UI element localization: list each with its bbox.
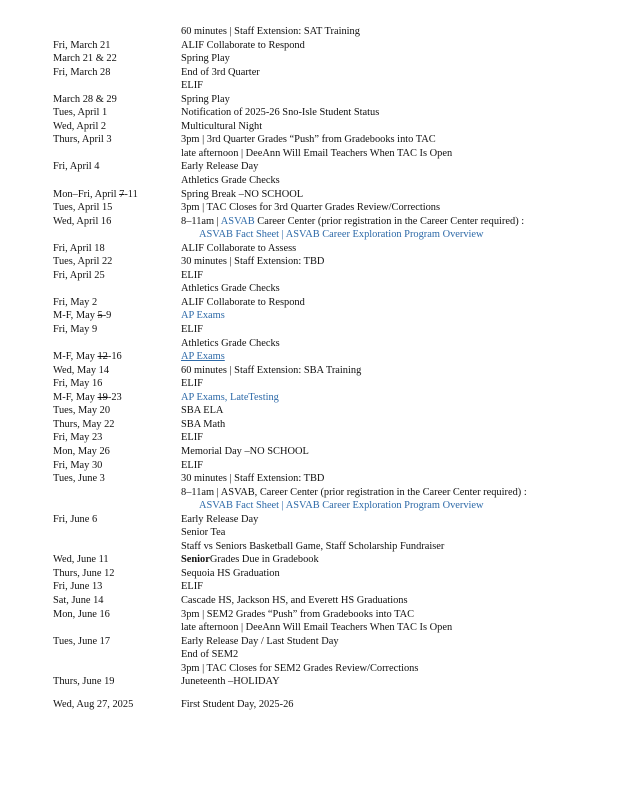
event-description xyxy=(181,174,280,188)
event-description xyxy=(181,567,280,581)
event-description xyxy=(181,133,436,147)
event-date xyxy=(53,350,122,364)
event-description xyxy=(181,445,309,459)
text-segment: Wed, June 11 xyxy=(53,554,109,566)
calendar-row xyxy=(0,39,618,53)
event-date xyxy=(53,675,114,689)
event-date xyxy=(53,188,138,202)
calendar-row xyxy=(0,228,618,242)
event-description xyxy=(181,431,203,445)
text-segment: late afternoon | DeeAnn Will Email Teachers When TAC Is Open xyxy=(181,147,453,159)
calendar-row xyxy=(0,445,618,459)
text-segment: Mon, May 26 xyxy=(53,445,110,457)
text-segment: Athletics Grade Checks xyxy=(181,283,280,295)
text-segment: March 28 & 29 xyxy=(53,93,117,105)
text-segment: Cascade HS, Jackson HS, and Everett HS Graduations xyxy=(181,594,408,606)
text-segment: Senior xyxy=(181,554,210,566)
text-segment: Sat, June 14 xyxy=(53,594,104,606)
text-segment: Spring Play xyxy=(181,53,230,65)
text-segment: First Student Day, 2025-26 xyxy=(181,698,294,710)
calendar-row xyxy=(0,526,618,540)
event-description xyxy=(181,662,418,676)
event-date xyxy=(53,553,109,567)
calendar-row xyxy=(0,472,618,486)
text-segment: Fri, May 30 xyxy=(53,459,103,471)
text-segment: -9 xyxy=(102,310,112,322)
event-description xyxy=(181,106,379,120)
link-text[interactable]: AP Exams, LateTesting xyxy=(181,391,279,403)
event-date xyxy=(53,580,102,594)
event-date xyxy=(53,391,122,405)
calendar-row xyxy=(0,106,618,120)
text-segment: 30 minutes | Staff Extension: TBD xyxy=(181,473,325,485)
text-segment: ELIF xyxy=(181,324,203,336)
event-description xyxy=(181,364,361,378)
event-date xyxy=(53,296,97,310)
event-date xyxy=(53,242,105,256)
event-description xyxy=(181,309,225,323)
link-text[interactable]: | xyxy=(279,500,286,512)
text-segment: ELIF xyxy=(181,432,203,444)
calendar-row xyxy=(0,594,618,608)
text-segment: Fri, April 18 xyxy=(53,242,105,254)
calendar-row xyxy=(0,621,618,635)
text-segment: Notification of 2025-26 Sno-Isle Student Status xyxy=(181,107,380,119)
calendar-row xyxy=(0,160,618,174)
event-description xyxy=(181,160,258,174)
text-segment: SBA ELA xyxy=(181,405,224,417)
struck-text: 19 xyxy=(97,391,108,403)
text-segment: Thurs, June 12 xyxy=(53,567,115,579)
event-description xyxy=(181,282,280,296)
event-date xyxy=(53,472,105,486)
text-segment: ALIF Collaborate to Respond xyxy=(181,39,305,51)
text-segment: M-F, May xyxy=(53,351,98,363)
calendar-row xyxy=(0,201,618,215)
calendar-row xyxy=(0,635,618,649)
calendar-row xyxy=(0,52,618,66)
event-date xyxy=(53,364,109,378)
calendar-row xyxy=(0,404,618,418)
event-description xyxy=(181,648,238,662)
event-description xyxy=(181,79,203,93)
text-segment: Tues, April 1 xyxy=(53,107,108,119)
event-date xyxy=(53,404,110,418)
text-segment: Fri, March 21 xyxy=(53,39,111,51)
event-description xyxy=(181,635,339,649)
calendar-row xyxy=(0,242,618,256)
event-description xyxy=(181,404,223,418)
event-date xyxy=(53,431,102,445)
event-description xyxy=(181,323,203,337)
text-segment: Sequoia HS Graduation xyxy=(181,567,280,579)
event-date xyxy=(53,594,104,608)
link-text[interactable]: AP Exams xyxy=(181,351,225,363)
event-date xyxy=(53,567,114,581)
event-description xyxy=(181,553,319,567)
text-segment: 3pm | TAC Closes for SEM2 Grades Review/Corrections xyxy=(181,662,419,674)
calendar-row xyxy=(0,540,618,554)
calendar-row xyxy=(0,391,618,405)
calendar-row xyxy=(0,337,618,351)
event-description xyxy=(181,39,305,53)
calendar-row xyxy=(0,662,618,676)
event-date xyxy=(53,418,114,432)
event-description xyxy=(181,580,203,594)
text-segment: Fri, May 9 xyxy=(53,324,98,336)
event-date xyxy=(53,215,111,229)
text-segment: Fri, June 13 xyxy=(53,581,103,593)
event-description xyxy=(199,499,484,513)
event-date xyxy=(53,133,112,147)
event-description xyxy=(181,147,452,161)
event-date xyxy=(53,269,105,283)
event-description xyxy=(181,242,296,256)
event-description xyxy=(181,377,203,391)
event-date xyxy=(53,513,97,527)
text-segment: Athletics Grade Checks xyxy=(181,337,280,349)
calendar-row xyxy=(0,377,618,391)
event-description xyxy=(181,608,414,622)
text-segment: ELIF xyxy=(181,269,203,281)
event-description xyxy=(181,594,408,608)
event-date xyxy=(53,52,117,66)
event-date xyxy=(53,445,110,459)
event-description xyxy=(181,391,279,405)
text-segment: Career Center (prior registration in the Career Center required) : xyxy=(254,215,525,227)
event-date xyxy=(53,608,110,622)
event-description xyxy=(181,513,258,527)
text-segment: Fri, April 4 xyxy=(53,161,100,173)
text-segment: ELIF xyxy=(181,378,203,390)
event-description xyxy=(181,418,225,432)
calendar-row xyxy=(0,499,618,513)
event-date xyxy=(53,459,102,473)
text-segment: Fri, March 28 xyxy=(53,66,111,78)
calendar-row xyxy=(0,296,618,310)
event-description xyxy=(181,66,260,80)
event-date xyxy=(53,255,112,269)
text-segment: 60 minutes | Staff Extension: SBA Training xyxy=(181,364,362,376)
text-segment: Staff vs Seniors Basketball Game, Staff Scholarship Fundraiser xyxy=(181,540,445,552)
link-text[interactable]: ASVAB Career Exploration Program Overview xyxy=(285,229,484,241)
calendar-row xyxy=(0,459,618,473)
calendar-row xyxy=(0,25,618,39)
text-segment: Fri, April 25 xyxy=(53,269,105,281)
event-description xyxy=(181,675,280,689)
event-description xyxy=(181,472,324,486)
event-description xyxy=(181,120,262,134)
text-segment: ELIF xyxy=(181,581,203,593)
text-segment: Tues, June 17 xyxy=(53,635,111,647)
calendar-row xyxy=(0,364,618,378)
text-segment: M-F, May xyxy=(53,391,98,403)
text-segment: Early Release Day xyxy=(181,161,259,173)
calendar-row xyxy=(0,350,618,364)
event-description xyxy=(181,269,203,283)
text-segment: March 21 & 22 xyxy=(53,53,117,65)
calendar-row xyxy=(0,648,618,662)
calendar-row xyxy=(0,66,618,80)
text-segment: Thurs, May 22 xyxy=(53,418,115,430)
text-segment: Athletics Grade Checks xyxy=(181,175,280,187)
event-date xyxy=(53,120,106,134)
text-segment: 60 minutes | Staff Extension: SAT Training xyxy=(181,26,360,37)
text-segment: SBA Math xyxy=(181,418,226,430)
text-segment: Early Release Day / Last Student Day xyxy=(181,635,339,647)
text-segment: Wed, April 2 xyxy=(53,120,107,132)
text-segment: Early Release Day xyxy=(181,513,259,525)
text-segment: -11 xyxy=(124,188,138,200)
calendar-row xyxy=(0,188,618,202)
text-segment: ALIF Collaborate to Assess xyxy=(181,242,297,254)
text-segment: Mon, June 16 xyxy=(53,608,110,620)
event-description xyxy=(181,201,440,215)
text-segment: Juneteenth –HOLIDAY xyxy=(181,676,280,688)
text-segment: -16 xyxy=(107,351,122,363)
event-description xyxy=(181,255,324,269)
text-segment: End of 3rd Quarter xyxy=(181,66,260,78)
calendar-row xyxy=(0,215,618,229)
text-segment: -23 xyxy=(107,391,122,403)
text-segment: Fri, May 2 xyxy=(53,296,98,308)
text-segment: Memorial Day –NO SCHOOL xyxy=(181,445,309,457)
struck-text: 7 xyxy=(119,188,125,200)
text-segment: 8–11am | xyxy=(181,215,221,227)
calendar-row xyxy=(0,608,618,622)
struck-text: 12 xyxy=(97,351,108,363)
link-text[interactable]: AP Exams xyxy=(181,310,225,322)
event-date xyxy=(53,635,110,649)
text-segment: Tues, April 22 xyxy=(53,256,113,268)
calendar-row xyxy=(0,418,618,432)
event-date xyxy=(53,66,110,80)
text-segment: Thurs, June 19 xyxy=(53,676,115,688)
event-date xyxy=(53,201,112,215)
event-date xyxy=(53,93,117,107)
event-description xyxy=(181,621,452,635)
text-segment: Mon–Fri, April xyxy=(53,188,120,200)
text-segment: Fri, May 16 xyxy=(53,378,103,390)
calendar-row xyxy=(0,486,618,500)
event-description xyxy=(181,540,444,554)
calendar-row xyxy=(0,282,618,296)
event-description xyxy=(181,698,293,712)
event-description xyxy=(181,459,203,473)
text-segment: 30 minutes | Staff Extension: TBD xyxy=(181,256,325,268)
text-segment: 8–11am | ASVAB, Career Center (prior registration in the Career Center required) : xyxy=(181,486,527,498)
text-segment: late afternoon | DeeAnn Will Email Teachers When TAC Is Open xyxy=(181,622,453,634)
event-description xyxy=(181,25,360,39)
event-date xyxy=(53,698,133,712)
text-segment: End of SEM2 xyxy=(181,649,239,661)
calendar-row xyxy=(0,513,618,527)
event-description xyxy=(181,296,305,310)
calendar-row xyxy=(0,309,618,323)
calendar-document xyxy=(0,25,618,711)
text-segment: Fri, June 6 xyxy=(53,513,98,525)
event-date xyxy=(53,39,110,53)
event-date xyxy=(53,309,111,323)
text-segment: M-F, May xyxy=(53,310,98,322)
calendar-row xyxy=(0,567,618,581)
event-date xyxy=(53,377,102,391)
text-segment: Thurs, April 3 xyxy=(53,134,112,146)
calendar-row xyxy=(0,553,618,567)
calendar-row xyxy=(0,133,618,147)
calendar-row xyxy=(0,675,618,689)
event-description xyxy=(181,486,527,500)
calendar-row xyxy=(0,79,618,93)
calendar-row xyxy=(0,147,618,161)
link-text[interactable]: ASVAB Fact Sheet xyxy=(199,229,280,241)
text-segment: ELIF xyxy=(181,459,203,471)
event-date xyxy=(53,106,107,120)
link-text[interactable]: ASVAB Fact Sheet xyxy=(199,500,280,512)
text-segment: Wed, May 14 xyxy=(53,364,110,376)
calendar-row xyxy=(0,323,618,337)
calendar-row xyxy=(0,269,618,283)
text-segment: Multicultural Night xyxy=(181,120,263,132)
text-segment: ALIF Collaborate to Respond xyxy=(181,296,305,308)
text-segment: Spring Play xyxy=(181,93,230,105)
text-segment: Fri, May 23 xyxy=(53,432,103,444)
event-description xyxy=(181,52,230,66)
calendar-row xyxy=(0,174,618,188)
text-segment: Tues, June 3 xyxy=(53,473,105,485)
text-segment: Spring Break –NO SCHOOL xyxy=(181,188,304,200)
calendar-row xyxy=(0,255,618,269)
text-segment: Senior Tea xyxy=(181,527,226,539)
event-description xyxy=(199,228,484,242)
text-segment: Tues, April 15 xyxy=(53,202,113,214)
text-segment: ELIF xyxy=(181,80,203,92)
text-segment: 3pm | SEM2 Grades “Push” from Gradebooks into TAC xyxy=(181,608,415,620)
event-date xyxy=(53,323,97,337)
calendar-row xyxy=(0,698,618,712)
event-description xyxy=(181,188,303,202)
calendar-row xyxy=(0,120,618,134)
text-segment: Tues, May 20 xyxy=(53,405,111,417)
link-text[interactable]: | xyxy=(279,229,286,241)
event-description xyxy=(181,337,280,351)
text-segment: 3pm | TAC Closes for 3rd Quarter Grades Review/Corrections xyxy=(181,202,441,214)
event-description xyxy=(181,215,524,229)
calendar-row xyxy=(0,431,618,445)
event-description xyxy=(181,93,230,107)
event-description xyxy=(181,350,225,364)
link-text[interactable]: ASVAB Career Exploration Program Overview xyxy=(285,500,484,512)
event-date xyxy=(53,160,99,174)
event-description xyxy=(181,526,225,540)
calendar-row xyxy=(0,93,618,107)
text-segment: Grades Due in Gradebook xyxy=(209,554,319,566)
link-text[interactable]: ASVAB xyxy=(220,215,255,227)
struck-text: 5 xyxy=(97,310,103,322)
text-segment: Wed, April 16 xyxy=(53,215,112,227)
text-segment: Wed, Aug 27, 2025 xyxy=(53,698,134,710)
calendar-row xyxy=(0,580,618,594)
text-segment: 3pm | 3rd Quarter Grades “Push” from Gradebooks into TAC xyxy=(181,134,436,146)
